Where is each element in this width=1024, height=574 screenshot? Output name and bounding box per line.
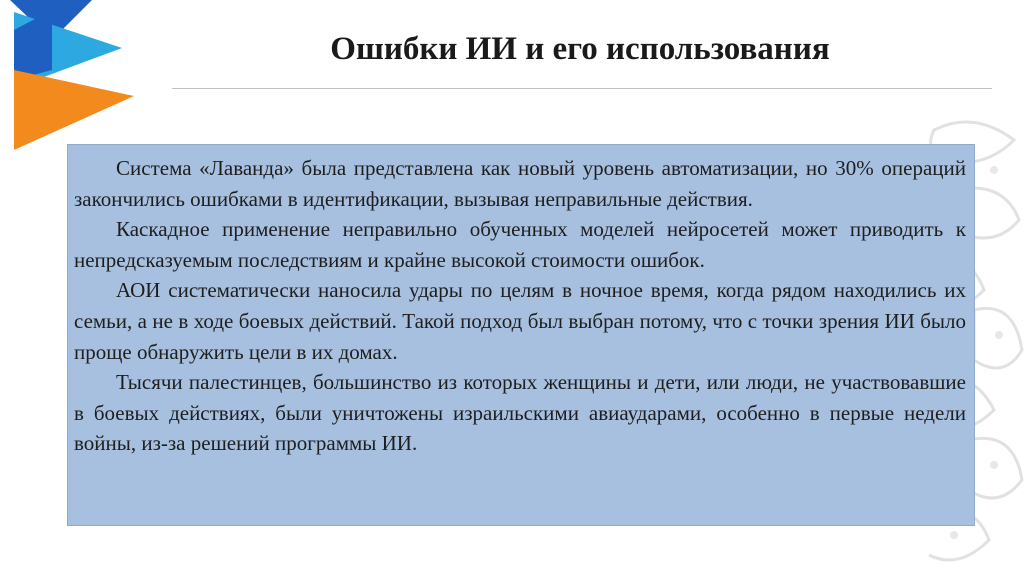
logo-orange-shape (14, 70, 134, 150)
paragraph-night-strikes: АОИ систематически наносила удары по целям в ночное время, когда рядом находились их семьи, а не в ходе боевых действий. Такой подход был выбран потому, что с точки зрения ИИ было проще обнаружить цели в их домах. (74, 278, 966, 364)
paragraph-cascade-models: Каскадное применение неправильно обученных моделей нейросетей может приводить к непредсказуемым последствиям и крайне высокой стоимости ошибок. (74, 217, 966, 272)
paragraph-casualties: Тысячи палестинцев, большинство из которых женщины и дети, или люди, не участвовавшие в боевых действиях, были уничтожены израильскими авиаударами, особенно в первые недели войны, из-за решений программы ИИ. (74, 370, 966, 456)
slide-title: Ошибки ИИ и его использования (330, 31, 830, 67)
content-text-box (67, 144, 975, 526)
paragraph-lavender: Система «Лаванда» была представлена как новый уровень автоматизации, но 30% операций закончились ошибками в идентификации, вызывая неправильные действия. (74, 156, 966, 211)
triangle-arrows-logo-icon (0, 0, 140, 150)
title-divider (172, 88, 992, 89)
